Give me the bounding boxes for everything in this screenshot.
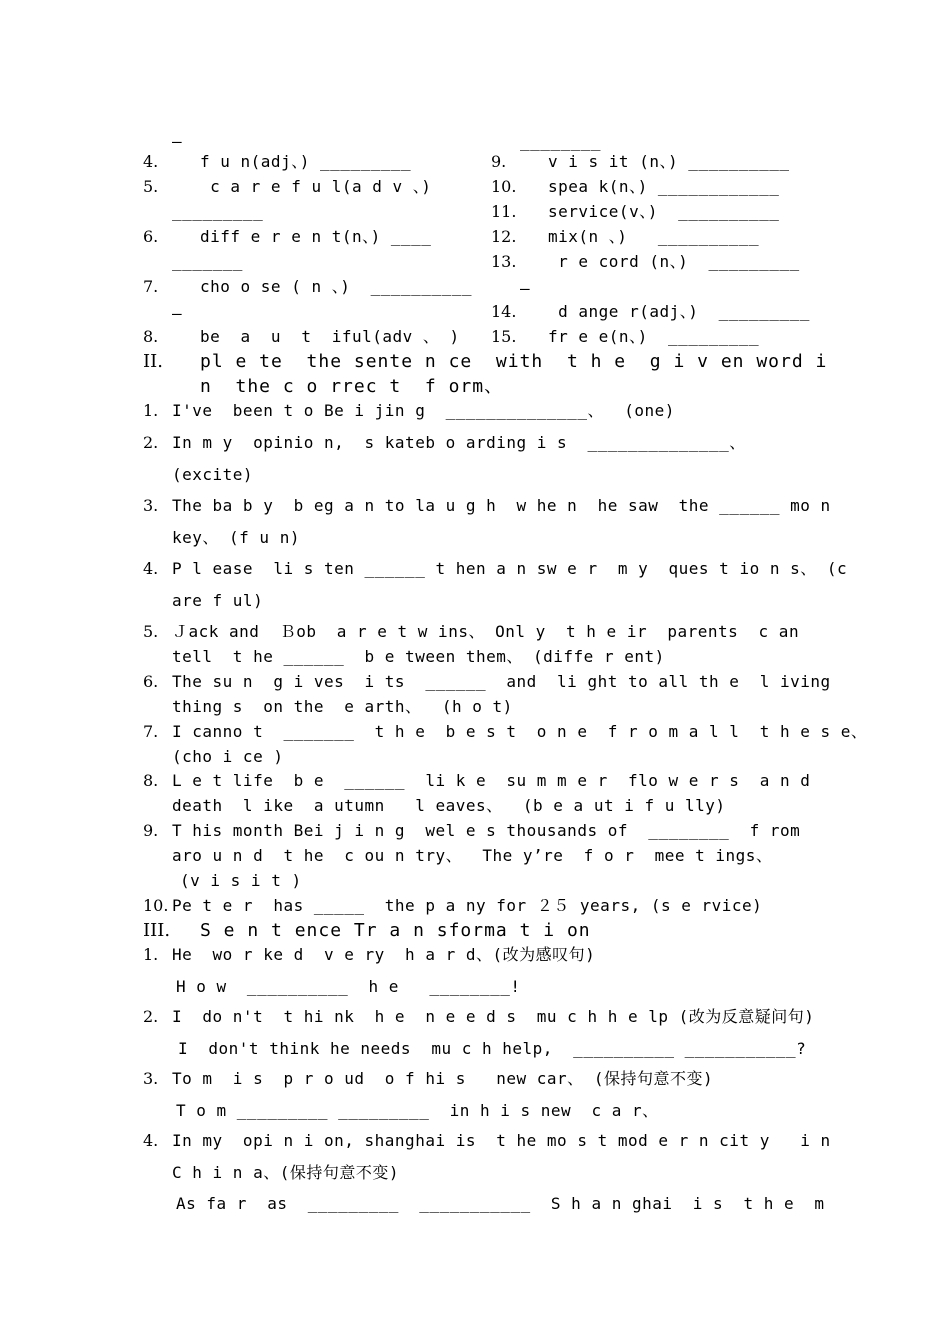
question-line-cont: C h i n a、(保持句意不变) <box>172 1163 399 1182</box>
vocab-item: service(v、) __________ <box>548 202 780 221</box>
vocab-number: 15. <box>491 327 517 346</box>
question-line: In my opi n i on, shanghai is t he mo s t mod e r n cit y i n <box>172 1131 831 1150</box>
vocab-number: 5. <box>143 177 159 196</box>
question-number: 10. <box>143 896 169 915</box>
question-number: 2. <box>143 1007 159 1026</box>
question-line: I've been t o Be i jin g ______________、 (one) <box>172 401 675 420</box>
vocab-number: 13. <box>491 252 517 271</box>
question-line: Pe t e r has _____ the p a ny for ２５ years, (s e rvice) <box>172 896 763 915</box>
question-number: 6. <box>143 672 159 691</box>
vocab-number: 6. <box>143 227 159 246</box>
question-line: He wo r ke d v e ry h a r d、(改为感叹句) <box>172 945 596 964</box>
question-number: 9. <box>143 821 159 840</box>
question-line: I do n't t hi nk h e n e e d s mu c h h e lp (改为反意疑问句) <box>172 1007 815 1026</box>
top-left-blank: — <box>172 132 183 151</box>
question-line: Ｊack and Ｂob a r e t w ins、 Onl y t h e ir parents c an <box>172 622 800 641</box>
question-line: I canno t _______ t h e b e s t o n e f r o m a l l t h e s e、 <box>172 722 868 741</box>
vocab-number: 9. <box>491 152 507 171</box>
question-line-cont: key、 (f u n) <box>172 528 300 547</box>
vocab-item: f u n(adj、) _________ <box>200 152 412 171</box>
question-number: 4. <box>143 1131 159 1150</box>
vocab-item: mix(n 、) __________ <box>548 227 760 246</box>
vocab-item: fr e e(n、) _________ <box>548 327 760 346</box>
vocab-number: 4. <box>143 152 159 171</box>
question-line-cont: thing s on the e arth、 (h o t) <box>172 697 513 716</box>
vocab-item-continuation: — <box>520 279 531 298</box>
question-line-cont: (v i s i t ) <box>180 871 302 890</box>
question-line-cont: (excite) <box>172 465 254 484</box>
question-number: 3. <box>143 1069 159 1088</box>
vocab-item: r e cord (n、) _________ <box>548 252 800 271</box>
question-line: P l ease li s ten ______ t hen a n sw e r m y ques t io n s、 (c <box>172 559 848 578</box>
question-number: 5. <box>143 622 159 641</box>
section-3-number: III. <box>143 920 171 941</box>
question-line: The ba b y b eg a n to la u g h w he n he saw the ______ mo n <box>172 496 831 515</box>
section-3-title: S e n t ence Tr a n sforma t i on <box>200 920 591 941</box>
answer-line: I don't think he needs mu c h help, __________ ___________? <box>178 1039 807 1058</box>
vocab-number: 11. <box>491 202 517 221</box>
vocab-item: be a u t iful(adv 、 ) <box>200 327 460 346</box>
vocab-item: cho o se ( n 、) __________ <box>200 277 472 296</box>
vocab-number: 7. <box>143 277 159 296</box>
top-right-blank: ________ <box>520 132 602 151</box>
question-number: 1. <box>143 401 159 420</box>
question-line: In m y opinio n, s kateb o arding i s ______________、 <box>172 433 746 452</box>
question-line-cont: (cho i ce ) <box>172 747 284 766</box>
vocab-item-continuation: _______ <box>172 252 243 271</box>
question-line-cont: tell t he ______ b e tween them、 (diffe r ent) <box>172 647 665 666</box>
vocab-item-continuation: — <box>172 304 183 323</box>
vocab-number: 8. <box>143 327 159 346</box>
question-line-cont: aro u n d t he c ou n try、 The y’re f o r mee t ings、 <box>172 846 773 865</box>
vocab-number: 12. <box>491 227 517 246</box>
section-2-title: pl e te the sente n ce with t h e g i v en word i <box>200 351 828 372</box>
section-2-number: II. <box>143 351 163 372</box>
vocab-item-continuation: _________ <box>172 202 264 221</box>
vocab-item: v i s it (n、) __________ <box>548 152 790 171</box>
question-line: T his month Bei j i n g wel e s thousands of ________ f rom <box>172 821 801 840</box>
question-line-cont: death l ike a utumn l eaves、 (b e a ut i f u lly) <box>172 796 726 815</box>
section-2-title-cont: n the c o rrec t f orm、 <box>200 376 504 397</box>
question-number: 8. <box>143 771 159 790</box>
vocab-item: c a r e f u l(a d v 、) <box>200 177 432 196</box>
question-number: 1. <box>143 945 159 964</box>
question-line: L e t life b e ______ li k e su m m e r flo w e r s a n d <box>172 771 811 790</box>
vocab-item: spea k(n、) ____________ <box>548 177 780 196</box>
answer-line: H o w __________ h e ________! <box>176 977 521 996</box>
question-line: The su n g i ves i ts ______ and li ght to all th e l iving <box>172 672 831 691</box>
question-number: 3. <box>143 496 159 515</box>
question-number: 4. <box>143 559 159 578</box>
vocab-item: diff e r e n t(n、) ____ <box>200 227 432 246</box>
vocab-number: 10. <box>491 177 517 196</box>
vocab-item: d ange r(adj、) _________ <box>548 302 810 321</box>
answer-line: As fa r as _________ ___________ S h a n ghai i s t h e m <box>176 1194 825 1213</box>
question-number: 2. <box>143 433 159 452</box>
question-number: 7. <box>143 722 159 741</box>
vocab-number: 14. <box>491 302 517 321</box>
question-line: To m i s p r o ud o f hi s new car、 (保持句意不变) <box>172 1069 714 1088</box>
question-line-cont: are f ul) <box>172 591 264 610</box>
answer-line: T o m _________ _________ in h i s new c a r、 <box>176 1101 659 1120</box>
